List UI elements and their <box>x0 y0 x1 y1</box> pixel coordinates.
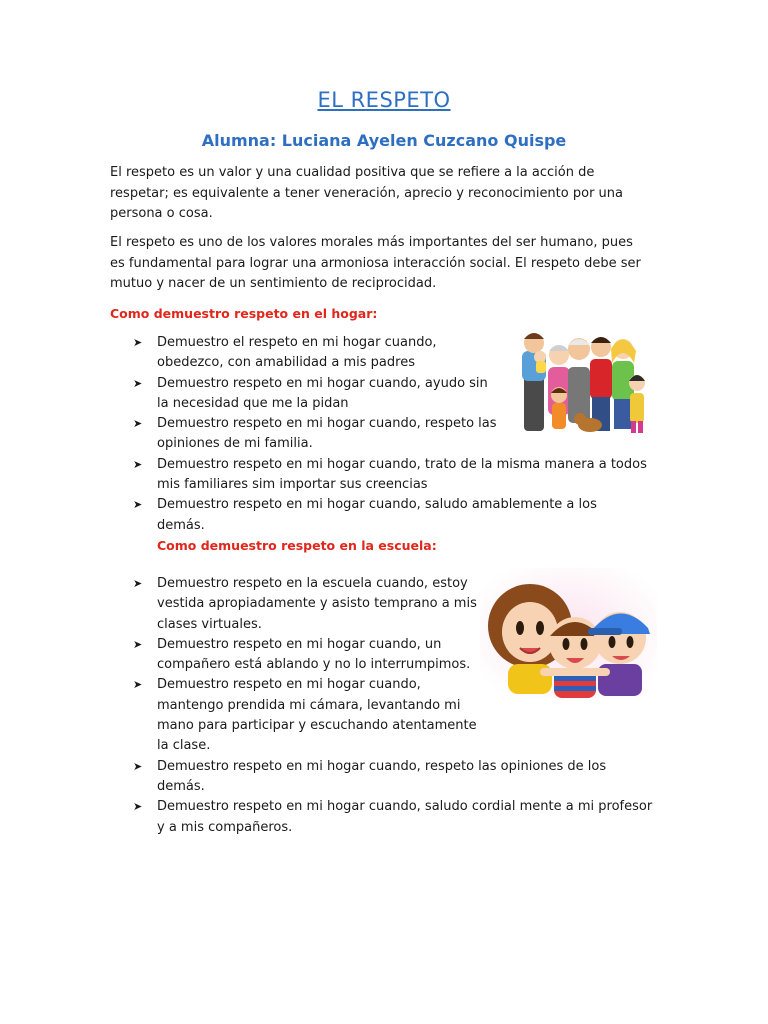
arrowhead-bullet-icon: ➤ <box>133 336 143 349</box>
arrowhead-bullet-icon: ➤ <box>133 800 143 814</box>
arrowhead-bullet-icon: ➤ <box>133 637 143 651</box>
arrowhead-bullet-icon: ➤ <box>133 678 143 692</box>
arrowhead-bullet-icon: ➤ <box>133 376 143 390</box>
list-item-text: Demuestro respeto en mi hogar cuando, trato de la misma manera a todos mis familiares sim importar sus creencias <box>157 456 647 493</box>
list-item <box>133 574 477 635</box>
arrowhead-bullet-icon: ➤ <box>133 577 143 590</box>
family-illustration <box>512 323 658 439</box>
arrowhead-bullet-icon: ➤ <box>133 498 143 512</box>
paragraph-importance: El respeto es uno de los valores morales más importantes del ser humano, pues es fundamental para lograr una armoniosa interacción social. El respeto debe ser mutuo y nacer de un sentimiento de reciprocidad. <box>110 235 641 291</box>
list-item-text: Demuestro respeto en mi hogar cuando, ayudo sin la necesidad que me la pidan <box>157 375 488 411</box>
list-item-text: Demuestro respeto en mi hogar cuando, un compañero está ablando y no lo interrumpimos. <box>157 636 471 673</box>
list-item <box>133 675 487 756</box>
list-item-text: Demuestro el respeto en mi hogar cuando, obedezco, con amabilidad a mis padres <box>157 335 437 371</box>
list-item <box>133 374 502 415</box>
arrowhead-bullet-icon: ➤ <box>133 457 143 471</box>
list-item <box>133 797 653 838</box>
children-illustration <box>480 568 657 698</box>
paragraph-definition: El respeto es un valor y una cualidad positiva que se refiere a la acción de respetar; es equivalente a tener veneración, aprecio y reconocimiento por una persona o cosa. <box>110 165 623 221</box>
student-name: Alumna: Luciana Ayelen Cuzcano Quispe <box>201 131 567 150</box>
list-item <box>133 333 502 374</box>
arrowhead-bullet-icon: ➤ <box>133 759 143 773</box>
list-item-text: Demuestro respeto en mi hogar cuando, respeto las opiniones de mi familia. <box>157 416 497 452</box>
list-item-text: Demuestro respeto en la escuela cuando, estoy vestida apropiadamente y asisto temprano a mis clases virtuales. <box>157 576 477 632</box>
list-item <box>133 414 502 455</box>
list-item-text: Demuestro respeto en mi hogar cuando, saludo cordial mente a mi profesor y a mis compañeros. <box>157 799 653 835</box>
list-item-text: Demuestro respeto en mi hogar cuando, respeto las opiniones de los demás. <box>157 758 607 794</box>
list-item <box>133 635 477 676</box>
list-item-text: Demuestro respeto en mi hogar cuando, mantengo prendida mi cámara, levantando mi mano para participar y escuchando atentamente la clase. <box>157 677 477 754</box>
home-section-heading: Como demuestro respeto en el hogar: <box>110 306 378 321</box>
arrowhead-bullet-icon: ➤ <box>133 417 143 431</box>
list-item-text: Demuestro respeto en mi hogar cuando, saludo amablemente a los demás. <box>157 497 597 533</box>
list-item <box>133 757 653 798</box>
list-item <box>133 455 648 496</box>
school-section-heading: Como demuestro respeto en la escuela: <box>157 538 437 553</box>
page-title: EL RESPETO <box>317 88 451 112</box>
list-item <box>133 495 648 536</box>
